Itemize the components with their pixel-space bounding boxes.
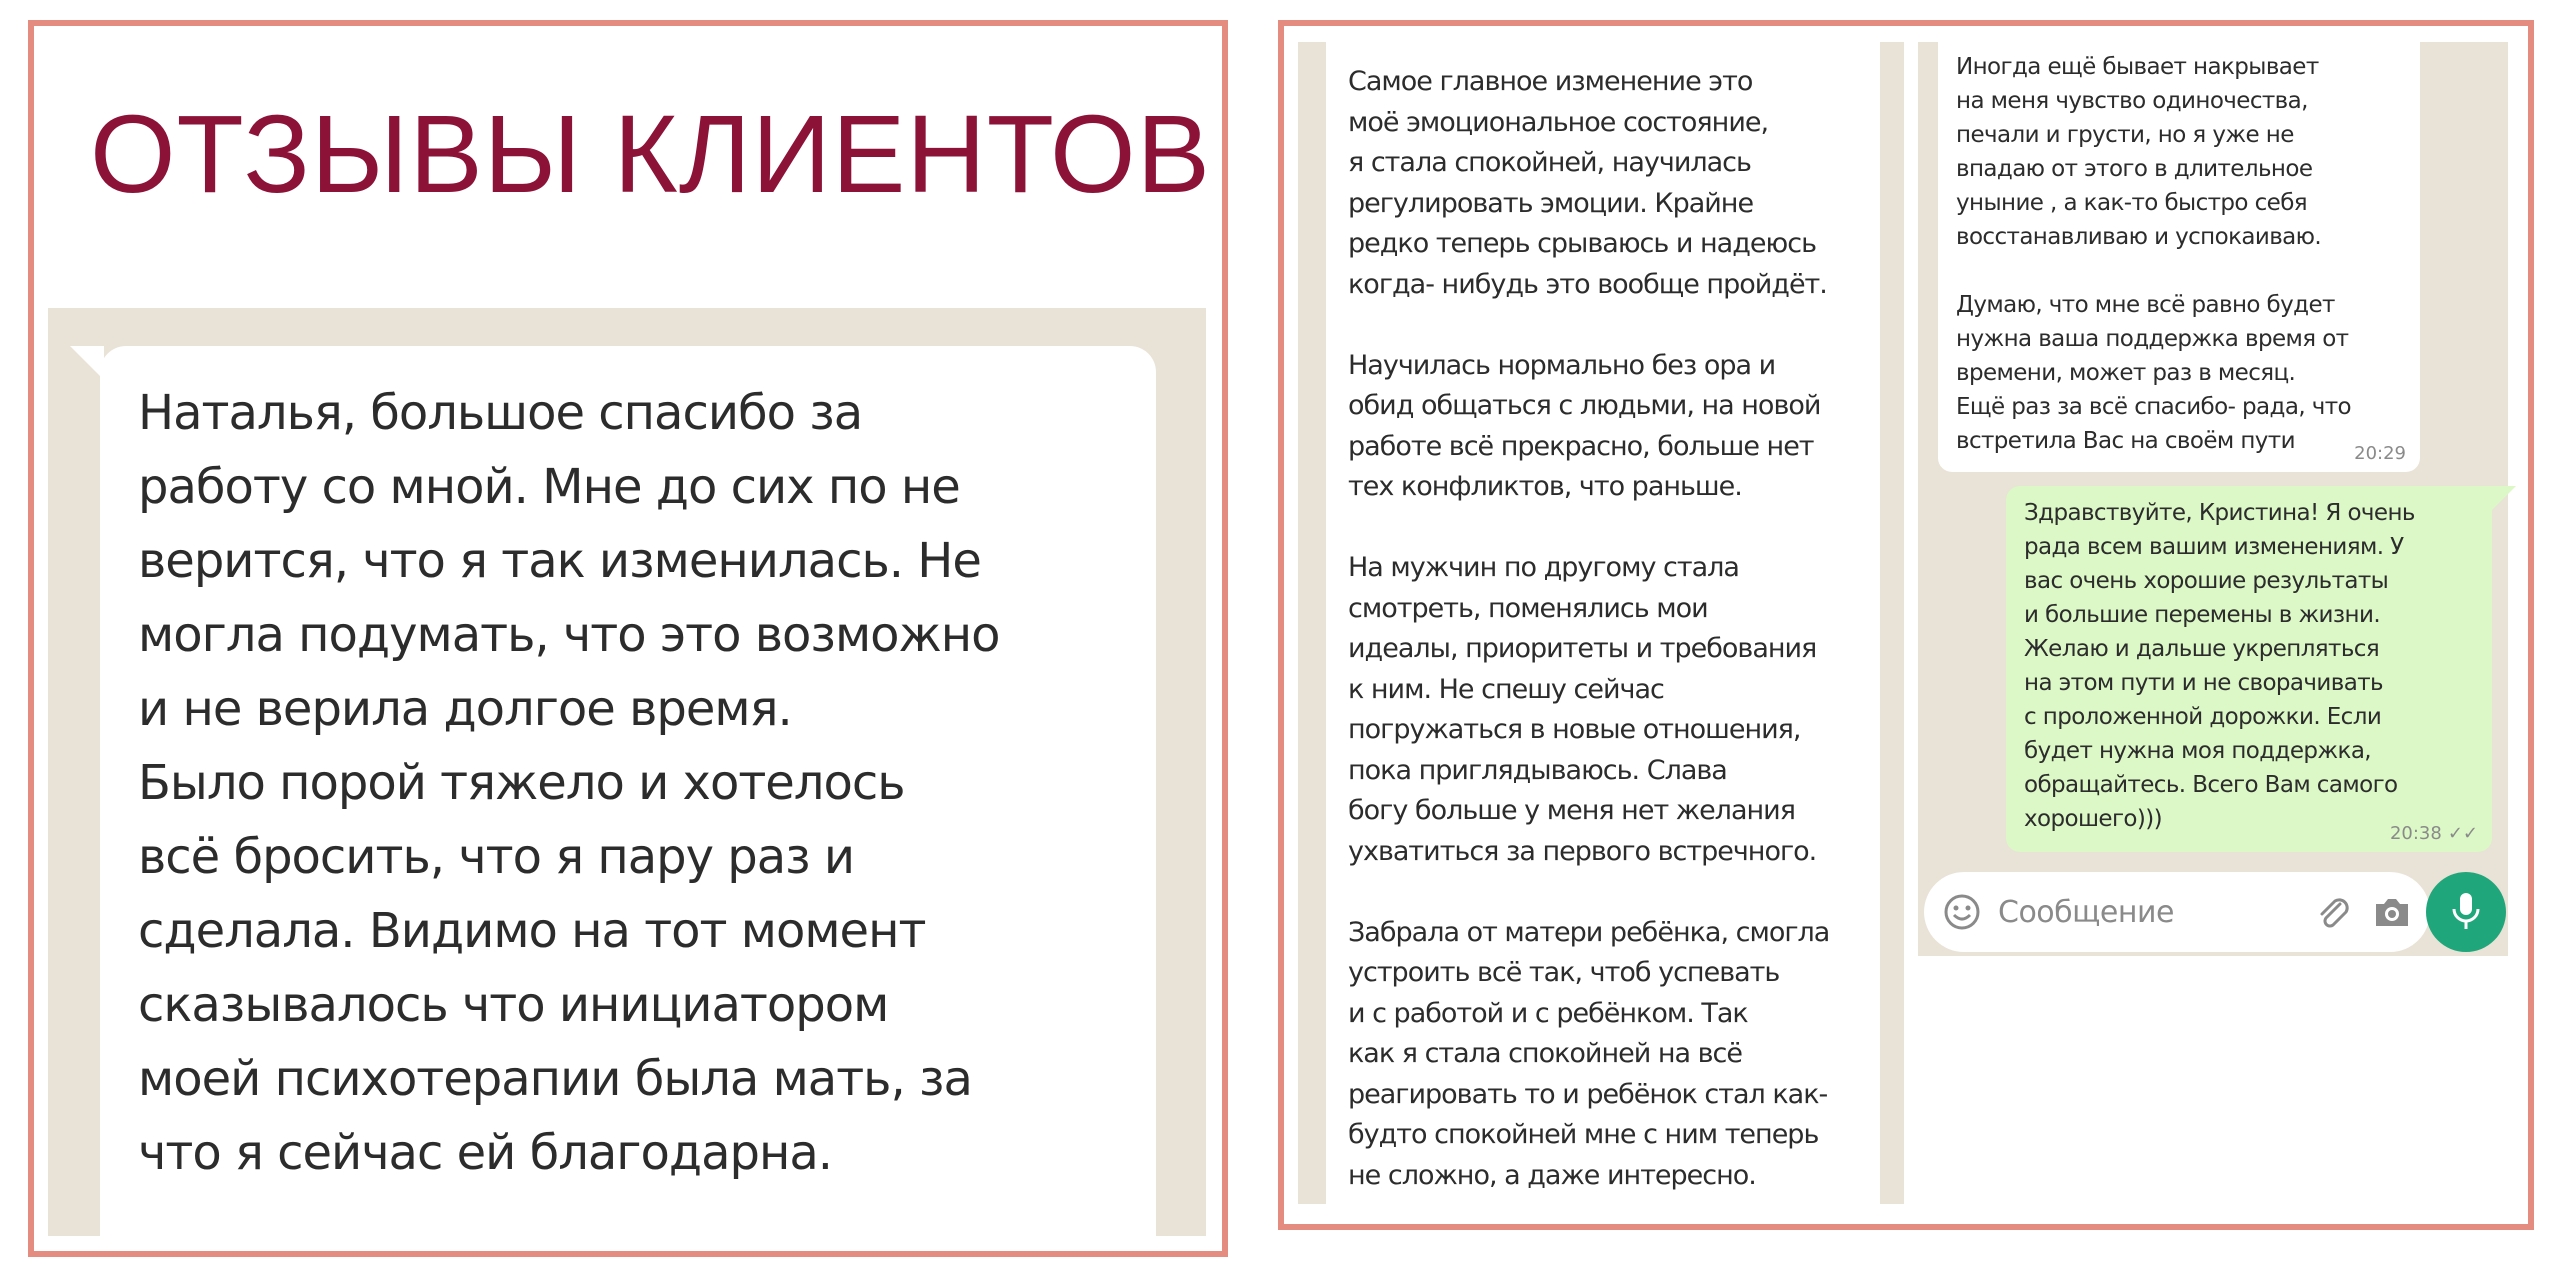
message-line: реагировать то и ребёнок стал как- [1348,1078,1828,1110]
message-line: вас очень хорошие результаты [2024,568,2389,594]
message-line: Самое главное изменение это [1348,66,1753,97]
message-line: к ним. Не спешу сейчас [1348,673,1664,705]
middle-message-bubble [1326,42,1880,1204]
message-line: впадаю от этого в длительное [1956,156,2313,182]
message-line: Думаю, что мне всё равно будет [1956,292,2335,318]
message-line: восстанавливаю и успокаиваю. [1956,224,2322,250]
message-line: не сложно, а даже интересно. [1348,1159,1756,1191]
paragraph-gap [1348,872,1858,913]
message-line: На мужчин по другому стала [1348,552,1739,583]
paragraph-gap [1956,254,2402,288]
message-line: ухватиться за первого встречного. [1348,835,1817,867]
message-line: Забрала от матери ребёнка, смогла [1348,916,1830,948]
message-line: смотреть, поменялись мои [1348,592,1708,624]
message-line: редко теперь срываюсь и надеюсь [1348,228,1816,259]
left-message-bubble [100,346,1156,1236]
message-timestamp: 20:29 [2354,443,2406,464]
message-line: всё бросить, что я пару раз и [138,829,855,885]
message-line: как я стала спокойней на всё [1348,1038,1743,1069]
message-line: уныние , а как-то быстро себя [1956,190,2308,216]
message-line: моё эмоциональное состояние, [1348,106,1769,138]
message-input-bar[interactable] [1924,872,2430,952]
message-line: могла подумать, что это возможно [138,607,1000,663]
message-line: печали и грусти, но я уже не [1956,122,2294,148]
message-line: работу со мной. Мне до сих по не [138,459,960,515]
message-line: Иногда ещё бывает накрывает [1956,54,2319,80]
message-line: моей психотерапии была мать, за [138,1051,972,1107]
message-line: работе всё прекрасно, больше нет [1348,430,1814,462]
page-title: ОТЗЫВЫ КЛИЕНТОВ [90,93,1211,216]
message-line: на меня чувство одиночества, [1956,88,2308,114]
message-line: Научилась нормально без ора и [1348,349,1776,381]
message-line: регулировать эмоции. Крайне [1348,187,1754,219]
message-time: 20:38 [2389,823,2442,844]
microphone-icon [2449,891,2483,933]
message-line: погружаться в новые отношения, [1348,714,1801,745]
message-line: устроить всё так, чтоб успевать [1348,957,1780,988]
bubble-tail [70,346,104,380]
message-line: Желаю и дальше укрепляться [2024,636,2380,662]
message-line: нужна ваша поддержка время от [1956,326,2349,352]
left-message-text [138,376,1118,1190]
emoji-icon[interactable] [1942,892,1982,932]
message-line: когда- нибудь это вообще пройдёт. [1348,268,1827,300]
message-line: что я сейчас ей благодарна. [138,1125,833,1181]
message-line: пока приглядываюсь. Слава [1348,754,1727,786]
message-line: Наталья, большое спасибо за [138,385,863,441]
message-line: сделала. Видимо на тот момент [138,903,926,959]
incoming-message-text [1956,50,2402,458]
message-line: Ещё раз за всё спасибо- рада, что [1956,394,2351,420]
message-line: обращайтесь. Всего Вам самого [2024,772,2398,798]
message-line: богу больше у меня нет желания [1348,795,1795,826]
message-line: я стала спокойней, научилась [1348,147,1751,178]
message-line: Здравствуйте, Кристина! Я очень [2024,500,2415,526]
message-line: идеалы, приоритеты и требования [1348,633,1817,664]
message-line: и большие перемены в жизни. [2024,602,2381,628]
paperclip-icon[interactable] [2314,892,2350,932]
message-line: обид общаться с людьми, на новой [1348,390,1821,421]
message-timestamp [2390,823,2478,844]
outgoing-message-bubble [2006,486,2492,852]
middle-message-text [1348,62,1858,1196]
message-line: и с работой и с ребёнком. Так [1348,997,1748,1029]
message-line: и не верила долгое время. [138,681,792,737]
message-line: встретила Вас на своём пути [1956,428,2295,454]
incoming-message-bubble [1938,42,2420,472]
message-line: времени, может раз в месяц. [1956,360,2296,386]
message-line: с проложенной дорожки. Если [2024,704,2382,730]
message-line: будто спокойней мне с ним теперь [1348,1119,1819,1150]
message-line: хорошего))) [2024,806,2163,832]
camera-icon[interactable] [2372,894,2412,930]
message-line: Было порой тяжело и хотелось [138,755,905,811]
message-line: тех конфликтов, что раньше. [1348,471,1742,502]
message-line: будет нужна моя поддержка, [2024,738,2372,764]
paragraph-gap [1348,305,1858,346]
microphone-button[interactable] [2426,872,2506,952]
message-line: на этом пути и не сворачивать [2024,670,2383,696]
message-line: верится, что я так изменилась. Не [138,533,981,589]
read-receipt-icon: ✓✓ [2447,823,2478,844]
paragraph-gap [1348,508,1858,549]
outgoing-message-text [2024,496,2474,836]
bubble-tail [2490,486,2516,512]
message-line: рада всем вашим изменениям. У [2024,534,2404,560]
message-line: сказывалось что инициатором [138,977,889,1033]
message-input[interactable]: Сообщение [1998,894,2174,930]
